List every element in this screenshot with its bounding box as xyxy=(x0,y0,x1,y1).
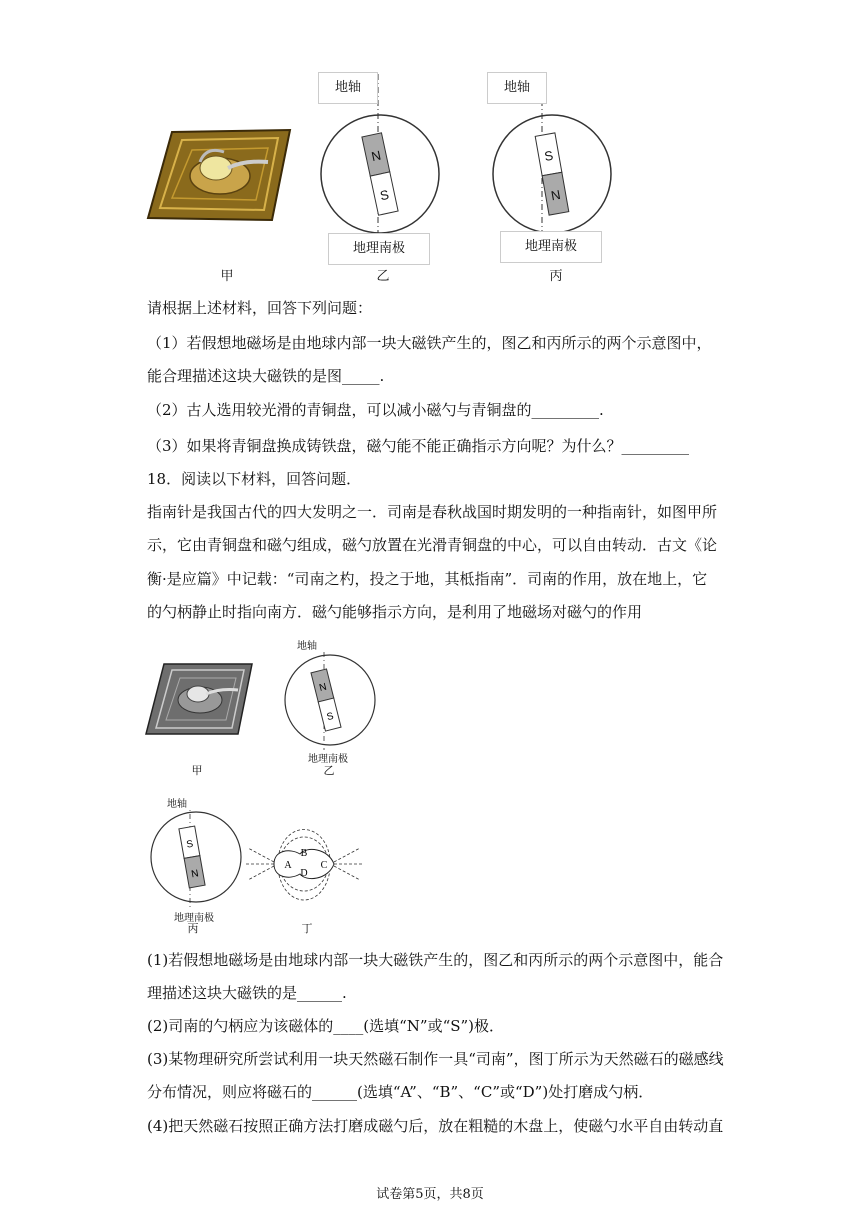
magnet-s-label-bing: S xyxy=(543,147,555,164)
fig-label-ding: 丁 xyxy=(301,922,313,935)
magnet-s-label-yi: S xyxy=(378,186,391,204)
axis-label-bing-top: 地轴 xyxy=(487,72,547,104)
magnet-n-label-bing: N xyxy=(549,186,562,204)
sinan-photo-gray xyxy=(144,660,254,738)
diagram-bing-small xyxy=(146,800,246,918)
q17-part3: （3）如果将青铜盘换成铸铁盘，磁勺能不能正确指示方向呢？为什么？_________ xyxy=(147,437,690,455)
fig-label-yi-mid: 乙 xyxy=(323,764,335,777)
south-pole-label-bing-top: 地理南极 xyxy=(500,231,602,263)
magnet-n-label-bing-small: N xyxy=(190,868,200,881)
magnet-n-label-yi-small: N xyxy=(318,681,328,695)
sinan-photo-top xyxy=(144,124,292,224)
axis-label-yi-top: 地轴 xyxy=(318,72,378,104)
q17-part1-line2: 能合理描述这块大磁铁的是图_____. xyxy=(147,367,385,385)
q18-q3-line1: (3)某物理研究所尝试利用一块天然磁石制作一具“司南”，图丁所示为天然磁石的磁感线 xyxy=(147,1050,724,1068)
magnet-s-label-bing-small: S xyxy=(185,838,195,851)
q18-q1-line2: 理描述这块大磁铁的是______. xyxy=(147,984,347,1002)
fig-label-jia-mid: 甲 xyxy=(191,764,203,777)
magnet-s-label-yi-small: S xyxy=(325,710,335,724)
stone-point-b: B xyxy=(300,848,308,859)
stone-point-a: A xyxy=(284,860,292,871)
q18-para-line2: 示，它由青铜盘和磁勺组成，磁勺放置在光滑青铜盘的中心，可以自由转动．古文《论 xyxy=(147,536,718,554)
q18-q2: (2)司南的勺柄应为该磁体的____(选填“N”或“S”)极． xyxy=(147,1017,505,1035)
fig-label-yi-top: 乙 xyxy=(376,269,390,284)
q18-para-line4: 的勺柄静止时指向南方．磁勺能够指示方向，是利用了地磁场对磁勺的作用 xyxy=(147,603,643,621)
q18-q4-line1: (4)把天然磁石按照正确方法打磨成磁勺后，放在粗糙的木盘上，使磁勺水平自由转动直 xyxy=(147,1117,724,1135)
magnet-n-label-yi: N xyxy=(370,147,383,165)
q18-para-line3: 衡·是应篇》中记载：“司南之杓，投之于地，其柢指南”．司南的作用，放在地上，它 xyxy=(147,570,708,588)
south-pole-label-yi-top: 地理南极 xyxy=(328,233,430,265)
lodestone-field-diagram xyxy=(244,818,364,914)
stone-point-d: D xyxy=(300,868,308,879)
q18-title: 18．阅读以下材料，回答问题． xyxy=(147,470,362,488)
fig-label-jia-top: 甲 xyxy=(220,269,234,284)
axis-label-bing-small: 地轴 xyxy=(162,795,192,810)
q18-para-line1: 指南针是我国古代的四大发明之一．司南是春秋战国时期发明的一种指南针，如图甲所 xyxy=(147,503,718,521)
q18-q1-line1: (1)若假想地磁场是由地球内部一块大磁铁产生的，图乙和丙所示的两个示意图中，能合 xyxy=(147,951,724,969)
fig-label-bing-top: 丙 xyxy=(549,269,563,284)
stone-point-c: C xyxy=(320,860,328,871)
q17-intro: 请根据上述材料，回答下列问题： xyxy=(147,299,373,317)
q18-q3-line2: 分布情况，则应将磁石的______(选填“A”、“B”、“C”或“D”)处打磨成勺柄． xyxy=(147,1083,654,1101)
diagram-yi-small xyxy=(280,652,380,762)
south-pole-label-bing-small: 地理南极 xyxy=(166,909,222,924)
q17-part1-line1: （1）若假想地磁场是由地球内部一块大磁铁产生的，图乙和丙所示的两个示意图中， xyxy=(147,334,712,352)
fig-label-bing-mid: 丙 xyxy=(187,922,199,935)
q17-part2: （2）古人选用较光滑的青铜盘，可以减小磁勺与青铜盘的_________. xyxy=(147,401,604,419)
axis-label-yi-small: 地轴 xyxy=(292,637,322,652)
page-footer: 试卷第5页，共8页 xyxy=(376,1187,484,1202)
south-pole-label-yi-small: 地理南极 xyxy=(300,750,356,765)
